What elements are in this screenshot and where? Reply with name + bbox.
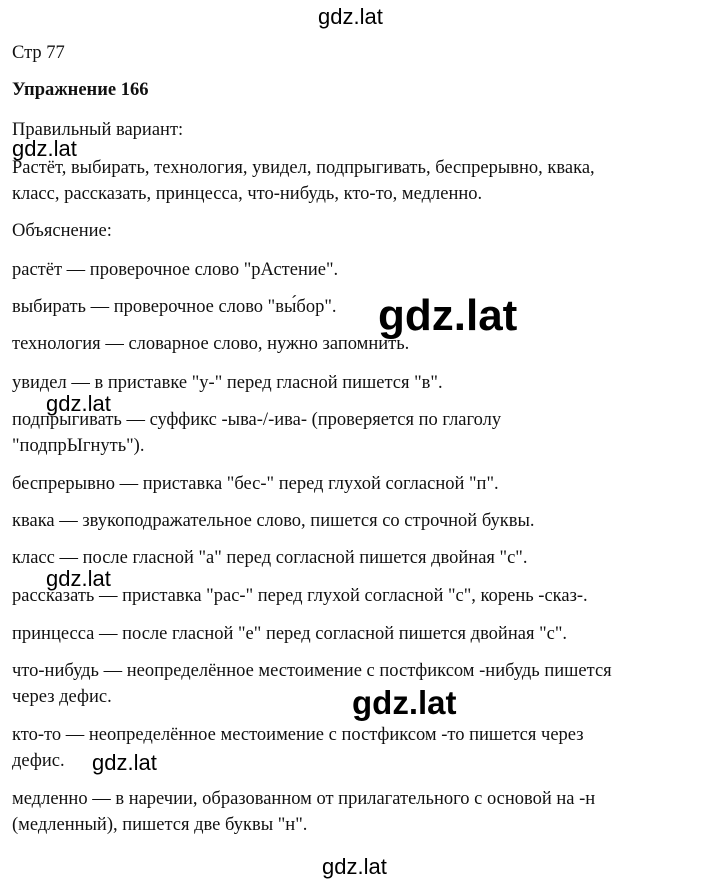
watermark-bottom: gdz.lat	[322, 854, 387, 879]
explanation-label: Объяснение:	[12, 221, 112, 241]
explanation-chto-nibud-1: что-нибудь — неопределённое местоимение с постфиксом -нибудь пишется	[12, 661, 612, 681]
explanation-klass: класс — после гласной "а" перед согласной пишется двойная "с".	[12, 548, 528, 568]
explanation-rasskazat: рассказать — приставка "рас-" перед глухой согласной "с", корень -сказ-.	[12, 586, 588, 606]
watermark-top: gdz.lat	[318, 4, 383, 29]
explanation-uvidel: увидел — в приставке "у-" перед гласной пишется "в".	[12, 373, 443, 393]
exercise-title: Упражнение 166	[12, 80, 149, 100]
explanation-kvaka: квака — звукоподражательное слово, пишется со строчной буквы.	[12, 511, 535, 531]
page-number: Стр 77	[12, 43, 65, 63]
explanation-chto-nibud-2: через дефис.	[12, 687, 112, 707]
watermark-after-defis: gdz.lat	[92, 750, 157, 775]
watermark-center-big-lower: gdz.lat	[352, 684, 457, 721]
watermark-left-lower: gdz.lat	[46, 566, 111, 591]
answer-label: Правильный вариант:	[12, 120, 184, 140]
explanation-podprygivat-1: подпрыгивать — суффикс -ыва-/-ива- (проверяется по глаголу	[12, 410, 502, 430]
explanation-rastet: растёт — проверочное слово "рАстение".	[12, 260, 339, 280]
answer-line-1: Растёт, выбирать, технология, увидел, подпрыгивать, беспрерывно, квака,	[12, 158, 595, 178]
explanation-kto-to-1: кто-то — неопределённое местоимение с постфиксом -то пишется через	[12, 725, 584, 745]
explanation-medlenno-1: медленно — в наречии, образованном от прилагательного с основой на -н	[12, 789, 596, 809]
explanation-printsessa: принцесса — после гласной "е" перед согласной пишется двойная "с".	[12, 624, 568, 644]
explanation-kto-to-2: дефис.	[12, 751, 65, 771]
watermark-after-answer-label: gdz.lat	[12, 136, 77, 161]
explanation-besprerыvno: беспрерывно — приставка "бес-" перед глухой согласной "п".	[12, 474, 499, 494]
explanation-tekhnologiya: технология — словарное слово, нужно запомнить.	[12, 334, 410, 354]
explanation-medlenno-2: (медленный), пишется две буквы "н".	[12, 815, 308, 835]
watermark-left-mid: gdz.lat	[46, 391, 111, 416]
watermark-center-big: gdz.lat	[378, 291, 518, 340]
explanation-vybirat: выбирать — проверочное слово "вы́бор".	[12, 297, 337, 317]
answer-line-2: класс, рассказать, принцесса, что-нибудь, кто-то, медленно.	[12, 184, 483, 204]
explanation-podprygivat-2: "подпрЫгнуть").	[12, 436, 145, 456]
